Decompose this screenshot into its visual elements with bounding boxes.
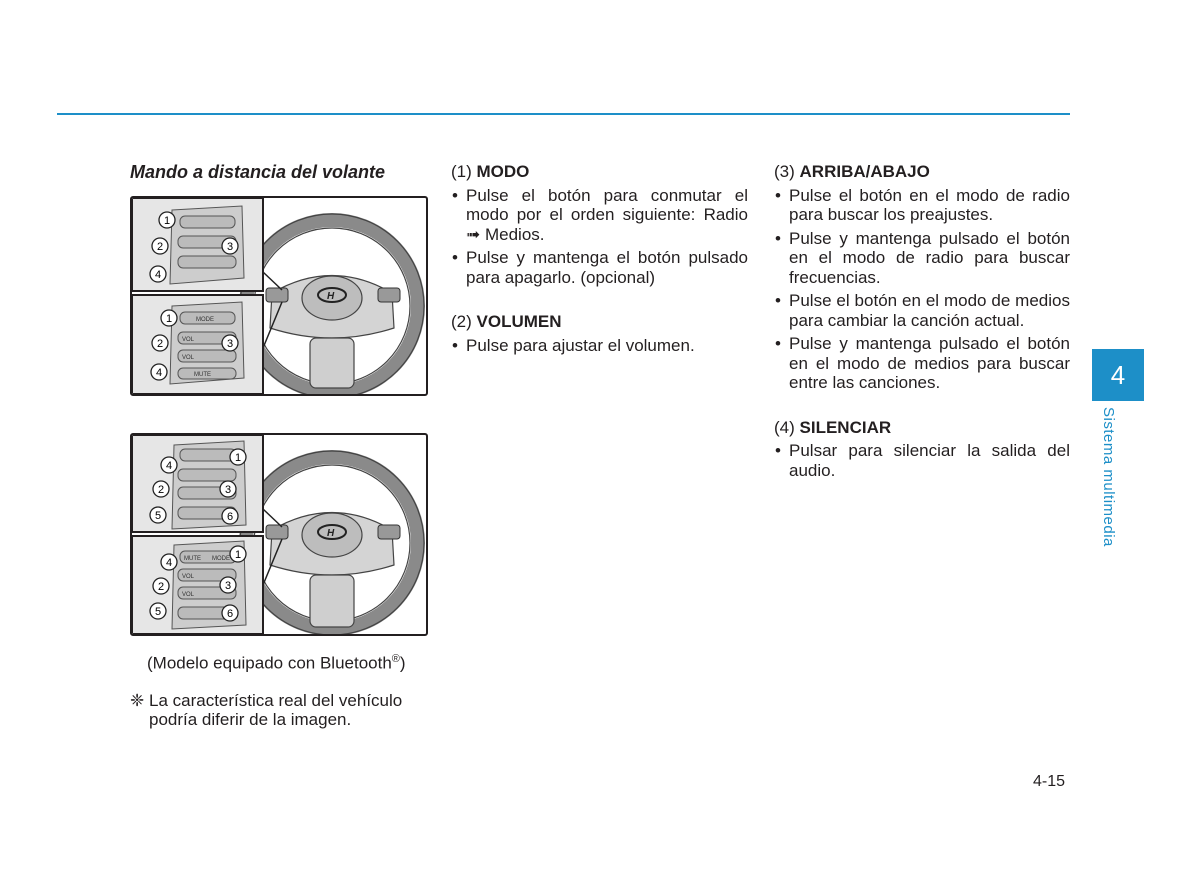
marker-1: 1 xyxy=(163,214,171,227)
list-item: • Pulsar para silenciar la salida del audio. xyxy=(774,441,1070,480)
marker-2: 2 xyxy=(156,337,164,350)
note-text: La característica real del vehículo podría diferir de la imagen. xyxy=(149,690,403,730)
marker-3: 3 xyxy=(224,579,232,592)
mode-label: MODE xyxy=(196,316,214,323)
svg-text:H: H xyxy=(327,527,335,539)
marker-4: 4 xyxy=(165,556,173,569)
chapter-label: Sistema multimedia xyxy=(1100,407,1117,547)
steering-wheel-figure-1 xyxy=(130,196,428,396)
marker-3: 3 xyxy=(226,337,234,350)
steering-wheel-illustration xyxy=(132,435,426,634)
vol-label: VOL xyxy=(182,573,195,580)
marker-6: 6 xyxy=(226,510,234,523)
column-middle xyxy=(451,160,748,359)
figure-caption: (Modelo equipado con Bluetooth®) xyxy=(147,652,406,673)
column-left xyxy=(130,160,426,730)
updown-list xyxy=(774,186,1070,393)
section-mute-heading: (4) SILENCIAR xyxy=(774,417,892,437)
list-item: • Pulse para ajustar el volumen. xyxy=(451,336,748,356)
page-number: 4-15 xyxy=(1033,773,1066,790)
chapter-tab: 4 xyxy=(1092,349,1144,401)
section-updown-heading: (3) ARRIBA/ABAJO xyxy=(774,162,930,181)
header-rule xyxy=(57,113,1070,115)
column-right xyxy=(774,160,1070,484)
mute-list xyxy=(774,441,1070,480)
marker-2: 2 xyxy=(157,483,165,496)
mode-list xyxy=(451,186,748,288)
vol-label: VOL xyxy=(182,591,195,598)
steering-wheel-figure-2 xyxy=(130,433,428,636)
marker-1: 1 xyxy=(234,451,242,464)
marker-5: 5 xyxy=(154,605,162,618)
mute-label: MUTE xyxy=(184,555,201,562)
list-item: • Pulse el botón en el modo de radio para buscar los preajustes. xyxy=(774,186,1070,225)
section-volume-heading: (2) VOLUMEN xyxy=(451,312,562,331)
section-title: Mando a distancia del volante xyxy=(130,162,386,182)
note-mark: ❈ xyxy=(130,690,145,710)
svg-text:H: H xyxy=(327,290,335,302)
marker-4: 4 xyxy=(155,366,163,379)
marker-1: 1 xyxy=(165,312,173,325)
marker-3: 3 xyxy=(226,240,234,253)
marker-4: 4 xyxy=(154,268,162,281)
marker-4: 4 xyxy=(165,459,173,472)
list-item: • Pulse el botón en el modo de medios para cambiar la canción actual. xyxy=(774,291,1070,330)
steering-wheel-illustration xyxy=(132,198,426,394)
marker-6: 6 xyxy=(226,607,234,620)
marker-1: 1 xyxy=(234,548,242,561)
list-item: • Pulse y mantenga pulsado el botón en el modo de radio para buscar frecuencias. xyxy=(774,229,1070,288)
volume-list xyxy=(451,336,748,356)
disclaimer-note xyxy=(130,691,426,730)
vol-label: VOL xyxy=(182,354,195,361)
marker-3: 3 xyxy=(224,483,232,496)
section-mode-heading: (1) MODO xyxy=(451,162,530,181)
mute-label: MUTE xyxy=(194,371,211,378)
list-item: • Pulse y mantenga el botón pulsado para apagarlo. (opcional) xyxy=(451,248,748,287)
marker-5: 5 xyxy=(154,509,162,522)
marker-2: 2 xyxy=(157,580,165,593)
list-item: • Pulse y mantenga pulsado el botón en el modo de medios para buscar entre las canciones. xyxy=(774,334,1070,393)
list-item: • Pulse el botón para conmutar el modo por el orden siguiente: Radio ➟ Medios. xyxy=(451,186,748,245)
vol-label: VOL xyxy=(182,336,195,343)
marker-2: 2 xyxy=(156,240,164,253)
mode-label: MODE xyxy=(212,555,230,562)
